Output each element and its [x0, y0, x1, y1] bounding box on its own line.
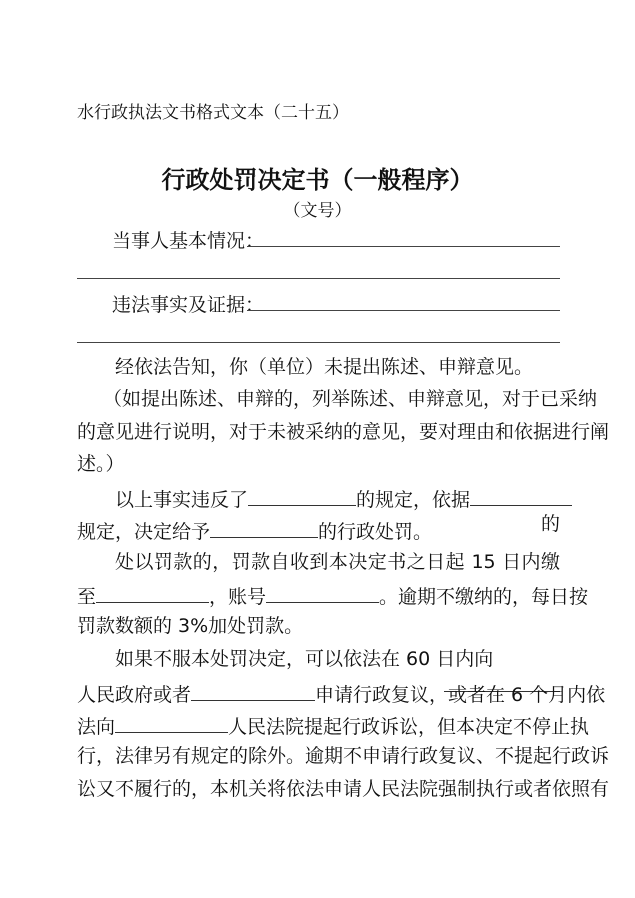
- text: 规定，决定给予: [77, 521, 211, 543]
- party-info-label: 当事人基本情况：: [112, 230, 265, 252]
- document-number: （文号）: [283, 201, 352, 221]
- paragraph-fine-line: [77, 582, 589, 609]
- account-number-field[interactable]: [266, 582, 379, 603]
- party-info-field-line2[interactable]: [77, 278, 560, 279]
- text: 至: [77, 586, 97, 608]
- paragraph-note-line: 的意见进行说明，对于未被采纳的意见，要对理由和依据进行阐: [77, 421, 610, 443]
- paragraph-appeal-line: 行，法律另有规定的除外。逾期不申请行政复议、不提起行政诉: [77, 745, 610, 767]
- paragraph-appeal-line: [77, 712, 590, 739]
- paragraph-violation-line: [77, 517, 560, 544]
- paragraph-no-statement: 经依法告知，你（单位）未提出陈述、申辩意见。: [115, 356, 534, 378]
- violation-facts-label: 违法事实及证据：: [112, 294, 265, 316]
- paragraph-appeal-line: [77, 680, 606, 707]
- penalty-field[interactable]: [210, 517, 318, 538]
- text: 法向: [77, 716, 116, 738]
- text: 的: [540, 513, 560, 535]
- legal-basis-field[interactable]: [470, 485, 572, 506]
- violation-facts-field[interactable]: [247, 310, 560, 311]
- violation-facts-field-line2[interactable]: [77, 342, 560, 343]
- document-header: 水行政执法文书格式文本（二十五）: [77, 103, 349, 123]
- review-agency-field[interactable]: [191, 680, 315, 701]
- text: ，账号: [209, 586, 267, 608]
- payment-place-field[interactable]: [96, 582, 209, 603]
- text: 以上事实违反了: [115, 489, 249, 511]
- paragraph-appeal-line: 讼又不履行的，本机关将依法申请人民法院强制执行或者依照有: [77, 778, 610, 800]
- text: 如果不服本处罚决定，可以依法在 60 日内向: [115, 648, 494, 670]
- text: 人民政府或者: [77, 684, 192, 706]
- paragraph-fine-line: 处以罚款的，罚款自收到本决定书之日起 15 日内缴: [115, 551, 560, 573]
- court-field[interactable]: [115, 712, 228, 733]
- party-info-field[interactable]: [247, 246, 560, 247]
- paragraph-fine-line: 罚款数额的 3%加处罚款。: [77, 615, 304, 637]
- text: 人民法院提起行政诉讼，但本决定不停止执: [228, 716, 590, 738]
- text: 的行政处罚。: [318, 521, 433, 543]
- text: 。逾期不缴纳的，每日按: [379, 586, 589, 608]
- document-title: 行政处罚决定书（一般程序）: [161, 166, 474, 194]
- text: 的规定，依据: [356, 489, 471, 511]
- text: 申请行政复议，或者在 6 个月内依: [315, 684, 606, 706]
- violated-regulation-field[interactable]: [248, 485, 356, 506]
- paragraph-note-line: （如提出陈述、申辩的，列举陈述、申辩意见，对于已采纳: [103, 388, 598, 410]
- paragraph-note-line: 述。）: [77, 453, 125, 475]
